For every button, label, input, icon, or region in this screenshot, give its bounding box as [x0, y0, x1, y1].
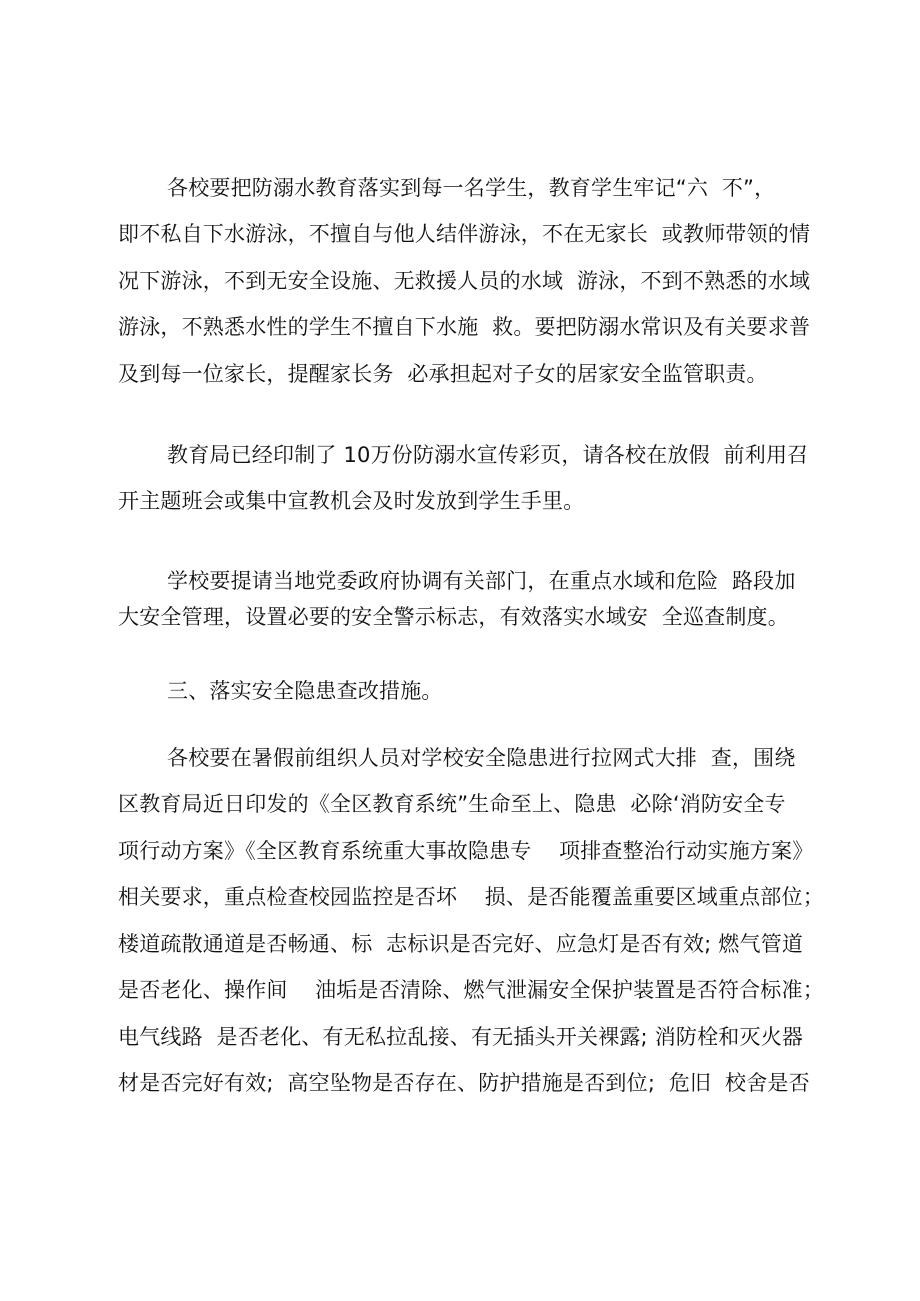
paragraph-line: 开主题班会或集中宣教机会及时发放到学生手里。	[118, 489, 585, 513]
paragraph-line: 相关要求，重点检查校园监控是否坏 损、是否能覆盖重要区域重点部位；	[118, 885, 824, 909]
paragraph-line: 楼道疏散通道是否畅通、标 志标识是否完好、应急灯是否有效; 燃气管道	[118, 932, 804, 956]
paragraph-line: 是否老化、操作间 油垢是否清除、燃气泄漏安全保护装置是否符合标准；	[118, 978, 824, 1002]
section-heading-text: 三、落实安全隐患查改措施。	[167, 679, 443, 703]
paragraph-line: 项行动方案》《全区教育系统重大事故隐患专 项排查整治行动实施方案》	[118, 839, 814, 863]
paragraph-line: 各校要把防溺水教育落实到每一名学生，教育学生牢记“六 不”，	[167, 176, 776, 200]
paragraph-line: 大安全管理，设置必要的安全警示标志，有效落实水域安 全巡查制度。	[118, 605, 789, 629]
paragraph-line: 各校要在暑假前组织人员对学校安全隐患进行拉网式大排 查，围绕	[167, 746, 796, 770]
paragraph-line: 及到每一位家长，提醒家长务 必承担起对子女的居家安全监管职责。	[118, 362, 768, 386]
paragraph-line: 材是否完好有效; 高空坠物是否存在、防护措施是否到位; 危旧 校舍是否	[118, 1071, 810, 1095]
paragraph-line: 况下游泳，不到无安全设施、无救援人员的水域 游泳，不到不熟悉的水域	[118, 269, 811, 293]
paragraph-line: 教育局已经印制了 10万份防溺水宣传彩页，请各校在放假 前利用召	[167, 443, 809, 467]
paragraph-line: 电气线路 是否老化、有无私拉乱接、有无插头开关裸露; 消防栓和灭火器	[118, 1025, 804, 1049]
paragraph-line: 学校要提请当地党委政府协调有关部门，在重点水域和危险 路段加	[167, 569, 796, 593]
paragraph-line: 游泳，不熟悉水性的学生不擅自下水施 救。要把防溺水常识及有关要求普	[118, 315, 811, 339]
paragraph-line: 即不私自下水游泳，不擅自与他人结伴游泳，不在无家长 或教师带领的情	[118, 222, 811, 246]
paragraph-line: 区教育局近日印发的《全区教育系统”生命至上、隐患 必除‘消防安全专	[118, 792, 786, 816]
